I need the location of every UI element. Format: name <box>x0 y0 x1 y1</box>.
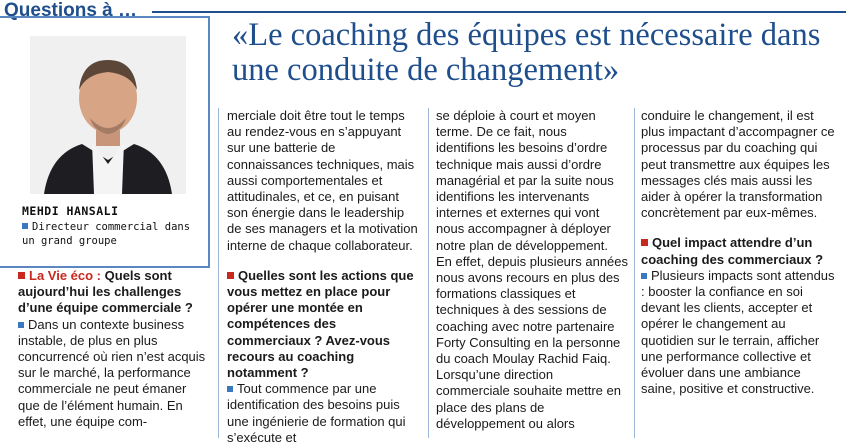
column-2 <box>227 108 421 446</box>
paragraph: se déploie à court et moyen terme. De ce fait, nous identifions les besoins d’ordre technique mais aussi d’ordre managérial et par la suite nous identifions les intervenants internes et externes qui vont nous accompagner à déployer notre plan de développement. <box>436 108 614 253</box>
question-3: Quel impact attendre d’un coaching des commerciaux ? <box>641 235 824 267</box>
column-divider <box>218 108 219 438</box>
bullet-icon <box>18 322 24 328</box>
person-name: MEHDI HANSALI <box>22 204 119 218</box>
column-divider <box>634 108 635 438</box>
red-square-icon <box>18 272 25 279</box>
rubric-title: Questions à … <box>4 0 138 21</box>
bullet-icon <box>641 273 647 279</box>
paragraph: merciale doit être tout le temps au rendez-vous en s’appuyant sur une batterie de connaissances techniques, mais aussi comportementales et attitudinales, et ce, en puisant son énergie dans le leadership de ses managers et la motivation interne de chaque collaborateur. <box>227 108 418 253</box>
bullet-icon <box>227 386 233 392</box>
column-divider <box>428 108 429 438</box>
portrait-photo <box>30 36 186 194</box>
question-1: Quels sont aujourd’hui les challenges d’une équipe commerciale ? <box>18 268 193 316</box>
column-1 <box>18 268 208 430</box>
source-label: La Vie éco : <box>29 268 102 283</box>
bullet-icon <box>22 223 28 229</box>
column-4 <box>641 108 839 397</box>
red-square-icon <box>227 272 234 279</box>
paragraph: conduire le changement, il est plus impactant d’accompagner ce processus par du coaching qui peut transmettre aux équipes les messages clés mais aussi les aider à opérer la transformation concrètement par eux-mêmes. <box>641 108 835 221</box>
person-role: Directeur commercial dans un grand groupe <box>22 221 191 247</box>
paragraph: Lorsqu’une direction commerciale souhaite mettre en place des plans de développement ou alors <box>436 367 621 431</box>
answer-2: Tout commence par une identification des besoins puis une ingénierie de formation qui s’exécute et <box>227 381 406 445</box>
rubric-divider <box>152 11 846 13</box>
paragraph: En effet, depuis plusieurs années nous avons recours en plus des formations classiques et techniques à des sessions de coaching avec notre partenaire Forty Consulting en la personne du coach Moulay Rachid Faiq. <box>436 253 629 367</box>
red-square-icon <box>641 239 648 246</box>
headline: «Le coaching des équipes est nécessaire dans une conduite de changement» <box>232 17 821 88</box>
answer-3: Plusieurs impacts sont attendus : booster la confiance en soi devant les clients, accepter et opérer le changement au quotidien sur le terrain, afficher une performance collective et évoluer dans une ambiance saine, positive et constructive. <box>641 267 835 397</box>
question-2: Quelles sont les actions que vous mettez en place pour opérer une montée en compétences des commerciaux ? Avez-vous recours au coaching notamment ? <box>227 267 414 381</box>
column-3 <box>436 108 628 432</box>
answer-1: Dans un contexte business instable, de plus en plus concurrencé où rien n’est acquis sur le marché, la performance commerciale ne peut émaner que de l’élément humain. En effet, une équipe com- <box>18 316 206 429</box>
